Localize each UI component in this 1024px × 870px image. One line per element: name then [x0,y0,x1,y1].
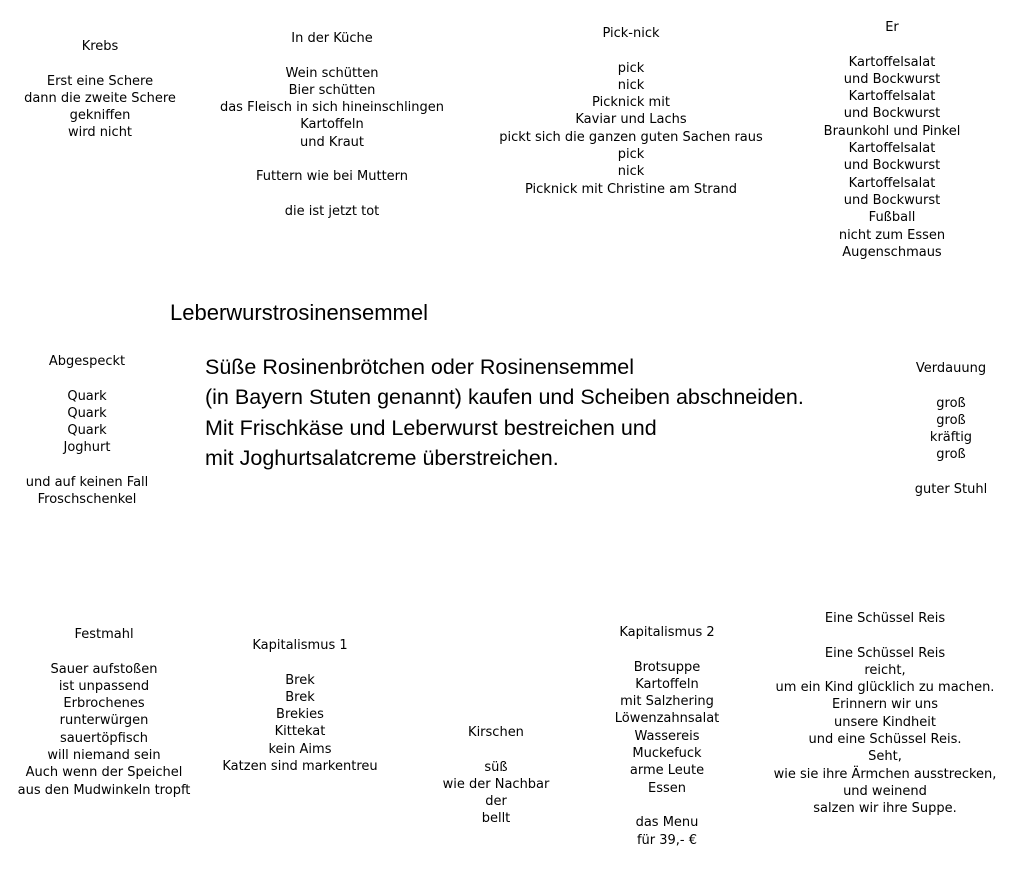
poem-line: Kartoffeln [635,676,699,692]
stanza-gap [26,457,149,474]
poem-line: Fußball [868,210,916,226]
poem-line: Erinnern wir uns [831,697,939,713]
poem-line: Muckefuck [632,746,702,762]
poem-line: Kartoffeln [300,117,364,133]
poem-line: wird nicht [67,125,133,141]
poem-line: Picknick mit [592,95,670,111]
poem-line: nick [617,164,645,180]
poem-festmahl [18,626,191,799]
poem-pick-nick [499,25,763,198]
poem-line: der [485,794,507,810]
poem-line: und Bockwurst [843,192,941,208]
poem-line: mit Salzhering [620,694,714,710]
poem-line: Kartoffelsalat [848,89,936,105]
poem-line: Kartoffelsalat [848,175,936,191]
poem-line: die ist jetzt tot [284,203,380,219]
recipe-line: mit Joghurtsalatcreme überstreichen. [205,445,559,470]
poem-eine-schuessel-reis [774,610,997,818]
stanza-gap [499,42,763,59]
poem-line: Wein schütten [285,65,379,81]
poem-line: Joghurt [63,440,111,456]
poem-line: Katzen sind markentreu [222,759,378,775]
recipe-line: (in Bayern Stuten genannt) kaufen und Scheiben abschneiden. [205,385,804,410]
recipe-title: Leberwurstrosinensemmel [170,300,428,325]
poem-er [824,19,961,261]
stanza-gap [915,377,988,394]
poem-line: Erbrochenes [63,696,145,712]
poem-line: gekniffen [69,108,131,124]
poem-line: für 39,- € [636,832,698,848]
poem-line: das Fleisch in sich hineinschlingen [219,100,445,116]
stanza-gap [824,36,961,53]
poem-line: Kartoffelsalat [848,54,936,70]
poem-line: Brek [285,689,315,705]
poem-line: wie sie ihre Ärmchen ausstrecken, [773,766,997,782]
stanza-gap [615,797,720,814]
stanza-gap [615,641,720,658]
poem-kapitalismus-2 [615,624,720,849]
stanza-gap [26,370,149,387]
poem-line: arme Leute [629,763,705,779]
poem-line: Kittekat [274,724,326,740]
poem-line: Erst eine Schere [46,73,154,89]
poem-line: und weinend [843,783,927,799]
stanza-gap [774,627,997,644]
stanza-gap [24,55,176,72]
poem-title: Er [885,20,899,35]
poem-line: und eine Schüssel Reis. [808,732,962,748]
poem-line: pick [617,147,645,163]
poem-line: Seht, [868,749,902,765]
poem-line: Sauer aufstoßen [50,661,158,677]
poem-line: und Kraut [299,134,365,150]
poem-line: kein Aims [268,741,332,757]
recipe-body [205,352,804,473]
poem-line: pick [617,60,645,76]
poem-line: Eine Schüssel Reis [824,645,946,661]
poem-line: und Bockwurst [843,158,941,174]
recipe-line: Mit Frischkäse und Leberwurst bestreichen und [205,415,657,440]
poem-title: Verdauung [915,361,987,376]
poem-line: wie der Nachbar [442,776,550,792]
poem-line: dann die zweite Schere [24,90,176,106]
poem-line: Futtern wie bei Muttern [255,169,409,185]
poem-title: Krebs [81,39,119,54]
poem-line: nicht zum Essen [838,227,946,243]
poem-line: Augenschmaus [842,244,942,260]
stanza-gap [220,151,444,168]
poem-line: Quark [67,405,107,421]
poem-line: runterwürgen [59,713,149,729]
poem-line: bellt [481,811,511,827]
poem-title: Festmahl [74,627,134,642]
poem-kirschen [443,724,550,828]
poem-line: sauertöpfisch [60,730,148,746]
poem-line: Quark [67,388,107,404]
poem-line: und Bockwurst [843,71,941,87]
stanza-gap [18,643,191,660]
poem-line: Kartoffelsalat [848,141,936,157]
poem-title: In der Küche [291,31,373,46]
poem-krebs [24,38,176,142]
poem-line: ist unpassend [58,678,150,694]
poem-line: groß [936,447,966,463]
poem-line: unsere Kindheit [833,714,937,730]
stanza-gap [443,741,550,758]
poem-in-der-kueche [220,30,444,220]
poem-line: Quark [67,423,107,439]
stanza-gap [220,47,444,64]
poem-line: das Menu [635,815,699,831]
poem-kapitalismus-1 [222,637,377,775]
poem-line: aus den Mudwinkeln tropft [17,782,191,798]
poem-line: reicht, [864,662,906,678]
recipe-line: Süße Rosinenbrötchen oder Rosinensemmel [205,355,635,379]
poem-line: Bier schütten [288,82,376,98]
poem-line: um ein Kind glücklich zu machen. [775,680,995,696]
poem-line: guter Stuhl [914,482,988,498]
poem-line: will niemand sein [47,748,161,764]
poem-line: groß [936,395,966,411]
poem-line: kräftig [929,430,973,446]
poem-abgespeckt [26,353,149,509]
poem-verdauung [915,360,988,498]
poem-line: Löwenzahnsalat [614,711,720,727]
poem-line: Froschschenkel [37,492,137,508]
poem-line: süß [484,759,508,775]
poem-line: pickt sich die ganzen guten Sachen raus [499,129,763,145]
poem-line: und auf keinen Fall [25,475,149,491]
poem-line: Picknick mit Christine am Strand [524,181,738,197]
stanza-gap [220,186,444,203]
poem-line: Braunkohl und Pinkel [823,123,961,139]
poem-title: Abgespeckt [48,354,126,369]
poem-line: nick [617,77,645,93]
poem-line: und Bockwurst [843,106,941,122]
stanza-gap [222,654,377,671]
poem-line: Brotsuppe [633,659,701,675]
poem-line: Brek [285,672,315,688]
poem-line: Auch wenn der Speichel [25,765,183,781]
poem-line: Essen [648,780,686,796]
poem-title: Kirschen [468,725,524,740]
poem-line: Brekies [276,707,324,723]
poem-line: Wassereis [634,728,700,744]
poem-title: Pick-nick [602,26,660,41]
poem-line: salzen wir ihre Suppe. [813,801,957,817]
poem-title: Eine Schüssel Reis [824,611,946,626]
poem-line: groß [936,412,966,428]
stanza-gap [915,464,988,481]
poem-line: Kaviar und Lachs [575,112,687,128]
poem-title: Kapitalismus 1 [252,638,348,653]
poem-title: Kapitalismus 2 [619,625,715,640]
